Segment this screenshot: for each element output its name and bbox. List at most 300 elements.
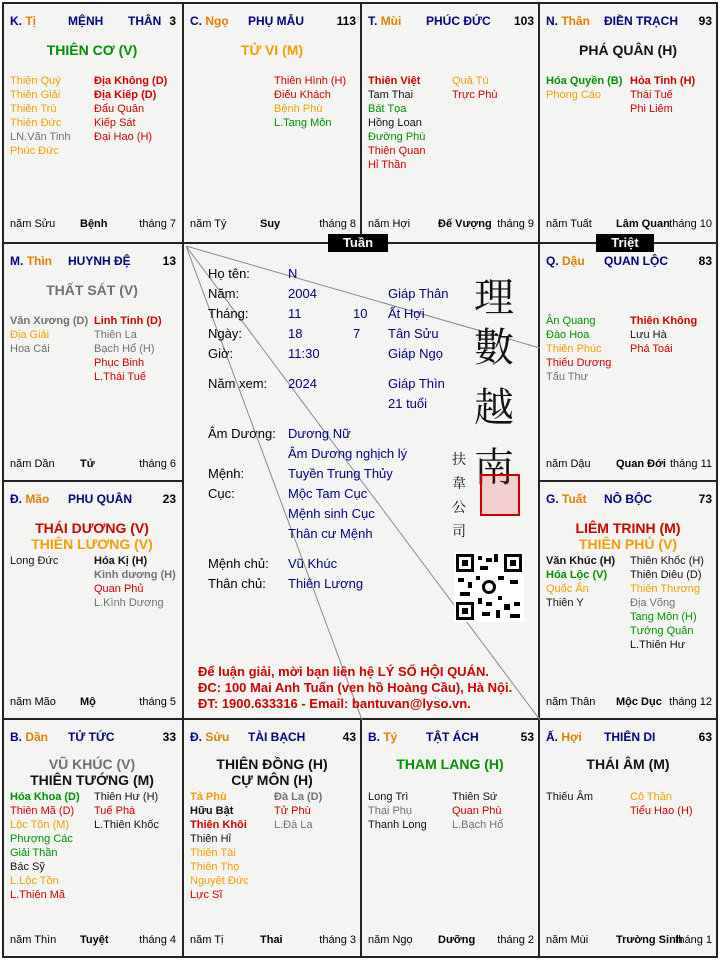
triet-marker: Triệt xyxy=(596,234,654,252)
palace-number: 113 xyxy=(336,14,356,28)
center-panel xyxy=(186,246,540,720)
palace-number: 23 xyxy=(162,492,176,506)
life-stage: Mộc Dục xyxy=(616,696,662,708)
palace-cell-hoi xyxy=(540,720,716,956)
minor-star: Thiên Phúc xyxy=(546,343,602,355)
minor-star: Quan Phủ xyxy=(94,583,144,595)
palace-header xyxy=(10,730,176,744)
minor-star: Tuế Phá xyxy=(94,805,136,817)
palace-footer xyxy=(546,218,712,232)
minor-star: Long Đức xyxy=(10,555,59,567)
minor-stars-right xyxy=(94,74,178,158)
earthly-branch: Hợi xyxy=(561,730,582,744)
cuc-note2: Thân cư Mệnh xyxy=(288,526,373,541)
minor-star: Linh Tinh (D) xyxy=(94,315,162,327)
view-year-value: 2024 xyxy=(288,376,317,391)
minor-star: Phượng Các xyxy=(10,833,73,845)
limit-year: năm Mùi xyxy=(546,934,589,946)
minor-stars-right xyxy=(630,790,714,818)
destiny-label: Mệnh: xyxy=(208,466,245,481)
palace-header xyxy=(190,14,356,28)
minor-star: L.Thiên Mã xyxy=(10,889,66,901)
minor-star: Thiên Quan xyxy=(368,145,426,157)
palace-name: PHỤ MẪU xyxy=(248,14,304,28)
minor-star: Thiên Khốc (H) xyxy=(630,555,704,567)
minor-star: Bạch Hổ (H) xyxy=(94,343,155,355)
palace-footer xyxy=(10,458,176,472)
palace-name: THIÊN DI xyxy=(604,730,656,744)
yinyang-note: Âm Dương nghịch lý xyxy=(288,446,408,461)
minor-star: Tấu Thư xyxy=(546,371,589,383)
minor-stars xyxy=(546,314,714,384)
brand-char: 數 xyxy=(474,325,514,371)
minor-star: Phục Binh xyxy=(94,357,145,369)
month-can: Ất Hợi xyxy=(388,306,425,321)
destiny-lord-value: Vũ Khúc xyxy=(288,556,338,571)
day-can: Tân Sửu xyxy=(388,326,439,341)
minor-star: Tử Phù xyxy=(274,805,311,817)
minor-star: Hồng Loan xyxy=(368,117,422,129)
life-stage: Mộ xyxy=(80,696,96,708)
major-stars xyxy=(540,520,716,552)
minor-stars-left xyxy=(190,74,274,130)
minor-star: Điếu Khách xyxy=(274,89,331,101)
palace-cell-tuat xyxy=(540,482,716,718)
palace-name: ĐIỀN TRẠCH xyxy=(604,14,678,28)
limit-month: tháng 10 xyxy=(669,218,712,230)
palace-cell-dan xyxy=(4,720,180,956)
tuan-marker: Tuần xyxy=(328,234,388,252)
minor-stars-left xyxy=(10,790,94,902)
minor-star: Văn Khúc (H) xyxy=(546,555,616,567)
palace-cell-mao xyxy=(4,482,180,718)
life-stage: Lâm Quan xyxy=(616,218,670,230)
year-can: Giáp Thân xyxy=(388,286,449,301)
earthly-branch: Sửu xyxy=(205,730,230,744)
limit-month: tháng 9 xyxy=(497,218,534,230)
minor-stars xyxy=(10,314,178,384)
minor-stars-left xyxy=(368,74,452,172)
name-label: Họ tên: xyxy=(208,266,250,281)
limit-year: năm Tị xyxy=(190,934,224,946)
palace-cell-dau xyxy=(540,244,716,480)
minor-star: Thiên Diêu (D) xyxy=(630,569,702,581)
minor-star: L.Kình Dương xyxy=(94,597,164,609)
minor-star: Thiên Thương xyxy=(630,583,701,595)
hour-label: Giờ: xyxy=(208,346,234,361)
minor-stars xyxy=(546,554,714,652)
heavenly-stem: M. xyxy=(10,254,24,268)
minor-star: Thiên Việt xyxy=(368,75,421,87)
palace-header xyxy=(546,254,712,268)
brand-small-char: 公 xyxy=(452,500,466,516)
limit-year: năm Tý xyxy=(190,218,227,230)
minor-star: Thiên Không xyxy=(630,315,698,327)
palace-number: 63 xyxy=(698,730,712,744)
minor-star: Hoa Cái xyxy=(10,343,50,355)
minor-stars-left xyxy=(546,554,630,652)
major-star: TỬ VI (M) xyxy=(240,42,304,58)
limit-month: tháng 7 xyxy=(139,218,176,230)
minor-star: Thiên La xyxy=(94,329,137,341)
limit-month: tháng 1 xyxy=(675,934,712,946)
minor-stars-right xyxy=(94,790,178,902)
minor-star: Lộc Tồn (M) xyxy=(10,819,70,831)
minor-star: Hỏa Tinh (H) xyxy=(630,75,696,87)
minor-star: Lưu Hà xyxy=(630,329,667,341)
palace-number: 83 xyxy=(698,254,712,268)
palace-number: 103 xyxy=(513,14,534,28)
minor-star: Đẩu Quân xyxy=(94,103,145,115)
palace-name: TỬ TỨC xyxy=(68,730,115,744)
minor-stars-right xyxy=(94,314,178,384)
palace-footer xyxy=(190,218,356,232)
limit-year: năm Mão xyxy=(10,696,56,708)
palace-cell-ngo xyxy=(184,4,360,240)
minor-star: L.Lộc Tồn xyxy=(10,875,59,887)
heavenly-stem: Đ. xyxy=(190,730,202,744)
minor-star: Địa Không (D) xyxy=(94,75,168,87)
minor-star: Tả Phù xyxy=(190,791,227,803)
minor-stars-left xyxy=(10,554,94,610)
minor-star: L.Thiên Khốc xyxy=(94,819,159,831)
minor-stars-right xyxy=(94,554,178,610)
palace-footer xyxy=(546,458,712,472)
minor-star: Thanh Long xyxy=(368,819,427,831)
heavenly-stem: N. xyxy=(546,14,558,28)
minor-star: Kiếp Sát xyxy=(94,117,136,129)
minor-star: Hóa Kị (H) xyxy=(94,555,148,567)
heavenly-stem: B. xyxy=(368,730,380,744)
day-value: 18 xyxy=(288,326,303,341)
palace-header xyxy=(546,730,712,744)
palace-cell-ty xyxy=(362,720,538,956)
major-star: THIÊN LƯƠNG (V) xyxy=(31,536,153,552)
cuc-value: Mộc Tam Cục xyxy=(288,486,368,501)
palace-name: NÔ BỘC xyxy=(604,492,652,506)
heavenly-stem: Ấ. xyxy=(546,730,558,744)
minor-star: Thiên Hỉ xyxy=(190,833,231,845)
major-stars xyxy=(4,42,180,58)
brand-char: 越 xyxy=(474,385,514,431)
major-star: THAM LANG (H) xyxy=(396,756,504,772)
minor-stars xyxy=(10,74,178,158)
minor-star: Trực Phù xyxy=(452,89,498,101)
limit-month: tháng 5 xyxy=(139,696,176,708)
palace-name: QUAN LỘC xyxy=(604,254,668,268)
life-stage: Trường Sinh xyxy=(616,934,683,946)
minor-star: Cô Thần xyxy=(630,791,672,803)
life-stage: Quan Đới xyxy=(616,458,666,470)
palace-number: 13 xyxy=(162,254,176,268)
palace-number: 73 xyxy=(698,492,712,506)
minor-star: L.Đà La xyxy=(274,819,313,831)
limit-month: tháng 6 xyxy=(139,458,176,470)
major-star: THIÊN TƯỚNG (M) xyxy=(30,772,154,788)
minor-star: Long Trì xyxy=(368,791,409,803)
earthly-branch: Dậu xyxy=(562,254,585,268)
palace-number: 3 xyxy=(169,14,176,28)
life-stage: Thai xyxy=(260,934,283,946)
brand-small-char: 扶 xyxy=(452,452,466,468)
major-star: CỰ MÔN (H) xyxy=(231,772,313,788)
limit-year: năm Thìn xyxy=(10,934,57,946)
palace-name: TÀI BẠCH xyxy=(248,730,306,744)
major-stars xyxy=(184,756,360,788)
minor-stars-left xyxy=(546,790,630,818)
minor-stars-right xyxy=(274,74,358,130)
minor-star: Thiên Thọ xyxy=(190,861,240,873)
minor-star: Thiên Giải xyxy=(10,89,61,101)
minor-stars-left xyxy=(546,74,630,116)
major-star: THÁI ÂM (M) xyxy=(586,756,670,772)
minor-stars-left xyxy=(10,74,94,158)
major-stars xyxy=(184,42,360,58)
body-lord-label: Thân chủ: xyxy=(208,576,266,591)
heavenly-stem: K. xyxy=(10,14,22,28)
minor-star: Tướng Quân xyxy=(630,625,694,637)
minor-star: Đà La (D) xyxy=(274,791,323,803)
minor-stars-left xyxy=(546,314,630,384)
palace-header xyxy=(546,14,712,28)
minor-star: Bệnh Phù xyxy=(274,103,323,115)
minor-star: Thiên Trù xyxy=(10,103,57,115)
minor-stars-left xyxy=(10,314,94,384)
palace-header xyxy=(190,730,356,744)
minor-star: Đường Phù xyxy=(368,131,426,143)
earthly-branch: Tuất xyxy=(562,492,587,506)
name-value: N xyxy=(288,266,298,281)
limit-month: tháng 11 xyxy=(669,458,712,470)
cuc-label: Cục: xyxy=(208,486,235,501)
palace-number: 53 xyxy=(520,730,534,744)
minor-stars xyxy=(368,74,536,172)
month-value: 11 xyxy=(288,306,302,321)
minor-star: L.Thái Tuế xyxy=(94,371,146,383)
earthly-branch: Dần xyxy=(25,730,49,744)
year-value: 2004 xyxy=(288,286,317,301)
limit-month: tháng 2 xyxy=(497,934,534,946)
minor-stars xyxy=(546,790,714,818)
minor-star: Thiên Quý xyxy=(10,75,61,87)
qr-code-icon[interactable] xyxy=(454,552,524,622)
minor-star: Hóa Quyền (B) xyxy=(546,75,623,87)
view-year-label: Năm xem: xyxy=(208,376,268,391)
major-star: THÁI DƯƠNG (V) xyxy=(35,520,149,536)
palace-header xyxy=(10,492,176,506)
minor-star: Phá Toái xyxy=(630,343,673,355)
major-stars xyxy=(540,756,716,772)
minor-stars-right xyxy=(630,554,714,652)
palace-cell-suu xyxy=(184,720,360,956)
palace-footer xyxy=(368,218,534,232)
contact-line: Để luận giải, mời bạn liên hệ LÝ SỐ HỘI QUÁN. xyxy=(198,664,489,679)
limit-year: năm Ngọ xyxy=(368,934,413,946)
minor-star: Thiên Tài xyxy=(190,847,236,859)
body-lord-value: Thiên Lương xyxy=(288,576,364,591)
minor-stars-right xyxy=(630,314,714,384)
limit-month: tháng 12 xyxy=(669,696,712,708)
major-stars xyxy=(4,282,180,298)
palace-name: MỆNH xyxy=(68,14,104,28)
minor-star: Quan Phù xyxy=(452,805,502,817)
minor-stars xyxy=(190,74,358,130)
palace-cell-mui xyxy=(362,4,538,240)
earthly-branch: Ngọ xyxy=(205,14,229,28)
minor-star: Địa Kiếp (D) xyxy=(94,89,157,101)
palace-header xyxy=(546,492,712,506)
palace-header xyxy=(368,730,534,744)
life-stage: Bệnh xyxy=(80,218,108,230)
brand-char: 南 xyxy=(474,445,514,491)
minor-star: L.Bạch Hổ xyxy=(452,819,504,831)
horoscope-chart xyxy=(2,2,718,958)
earthly-branch: Tị xyxy=(25,14,37,28)
minor-star: Nguyệt Đức xyxy=(190,875,249,887)
earthly-branch: Mão xyxy=(25,492,50,506)
palace-footer xyxy=(546,696,712,710)
limit-month: tháng 8 xyxy=(319,218,356,230)
heavenly-stem: Q. xyxy=(546,254,559,268)
minor-star: Đại Hao (H) xyxy=(94,131,153,143)
minor-star: Thiếu Âm xyxy=(546,791,594,803)
palace-header xyxy=(10,254,176,268)
major-star: THẤT SÁT (V) xyxy=(46,282,138,298)
yinyang-value: Dương Nữ xyxy=(288,426,351,441)
brand-small-char: 韋 xyxy=(452,476,466,492)
minor-stars xyxy=(546,74,714,116)
minor-star: Bác Sỹ xyxy=(10,861,45,873)
earthly-branch: Thân xyxy=(561,14,591,28)
destiny-lord-label: Mệnh chủ: xyxy=(208,556,269,571)
palace-footer xyxy=(546,934,712,948)
major-stars xyxy=(540,42,716,58)
minor-star: Thiên Mã (D) xyxy=(10,805,75,817)
limit-year: năm Hợi xyxy=(368,218,411,230)
heavenly-stem: Đ. xyxy=(10,492,22,506)
palace-footer xyxy=(10,218,176,232)
heavenly-stem: C. xyxy=(190,14,202,28)
minor-star: L.Thiên Hư xyxy=(630,639,686,651)
minor-star: L.Tang Môn xyxy=(274,117,332,129)
major-stars xyxy=(4,520,180,552)
earthly-branch: Mùi xyxy=(380,14,402,28)
limit-year: năm Dần xyxy=(10,458,55,470)
heavenly-stem: T. xyxy=(368,14,378,28)
minor-star: Thai Phụ xyxy=(368,805,413,817)
minor-star: Kình dương (H) xyxy=(94,569,176,581)
minor-stars-left xyxy=(368,790,452,832)
minor-stars-right xyxy=(630,74,714,116)
minor-star: Thiên Đức xyxy=(10,117,62,129)
minor-stars xyxy=(190,790,358,902)
minor-star: Địa Giải xyxy=(10,329,50,341)
minor-star: Tam Thai xyxy=(368,89,414,101)
minor-stars-right xyxy=(452,790,536,832)
age-value: 21 tuổi xyxy=(388,396,428,411)
minor-star: LN.Văn Tinh xyxy=(10,131,71,143)
minor-star: Quốc Ấn xyxy=(546,583,589,595)
palace-header xyxy=(10,14,176,28)
minor-star: Thiên Sứ xyxy=(452,791,498,803)
palace-number: 43 xyxy=(342,730,356,744)
minor-star: Quả Tú xyxy=(452,75,489,87)
minor-star: Giải Thần xyxy=(10,847,58,859)
earthly-branch: Thìn xyxy=(26,254,53,268)
minor-stars xyxy=(10,790,178,902)
minor-star: Phong Cáo xyxy=(546,89,602,101)
minor-star: Ân Quang xyxy=(546,315,596,327)
palace-cell-ti xyxy=(4,4,180,240)
minor-star: Hóa Lộc (V) xyxy=(546,569,608,581)
yinyang-label: Âm Dương: xyxy=(208,426,276,441)
minor-star: Thiên Khôi xyxy=(190,819,247,831)
minor-star: Phúc Đức xyxy=(10,145,59,157)
body-palace-marker: THÂN xyxy=(128,14,162,28)
palace-footer xyxy=(190,934,356,948)
destiny-value: Tuyền Trung Thủy xyxy=(288,466,393,481)
minor-stars-right xyxy=(452,74,536,172)
palace-name: HUYNH ĐỆ xyxy=(68,254,131,268)
palace-number: 93 xyxy=(698,14,712,28)
limit-year: năm Dậu xyxy=(546,458,591,470)
minor-star: Địa Võng xyxy=(630,597,676,609)
minor-star: Phi Liêm xyxy=(630,103,673,115)
palace-cell-than xyxy=(540,4,716,240)
life-stage: Suy xyxy=(260,218,281,230)
life-stage: Dưỡng xyxy=(438,934,476,946)
contact-phone-email[interactable]: ĐT: 1900.633316 - Email: bantuvan@lyso.vn. xyxy=(198,696,471,711)
cuc-note1: Mệnh sinh Cục xyxy=(288,506,375,521)
palace-header xyxy=(368,14,534,28)
month-lunar: 10 xyxy=(353,306,368,321)
major-stars xyxy=(362,756,538,772)
limit-year: năm Thân xyxy=(546,696,596,708)
palace-name: PHÚC ĐỨC xyxy=(426,14,491,28)
life-stage: Tử xyxy=(80,458,95,470)
minor-star: Hóa Khoa (D) xyxy=(10,791,80,803)
day-lunar: 7 xyxy=(353,326,361,341)
major-star: LIÊM TRINH (M) xyxy=(575,520,681,536)
hour-can: Giáp Ngọ xyxy=(388,346,443,361)
life-stage: Tuyệt xyxy=(80,934,109,946)
palace-cell-thin xyxy=(4,244,180,480)
minor-star: Tiểu Hao (H) xyxy=(630,805,693,817)
palace-name: PHU QUÂN xyxy=(68,492,133,506)
minor-star: Hữu Bật xyxy=(190,805,234,817)
minor-star: Thiếu Dương xyxy=(546,357,612,369)
major-star: THIÊN CƠ (V) xyxy=(46,42,138,58)
minor-star: Thiên Hư (H) xyxy=(94,791,159,803)
palace-number: 33 xyxy=(162,730,176,744)
minor-stars-right xyxy=(274,790,358,902)
hour-value: 11:30 xyxy=(288,346,320,361)
red-seal-stamp xyxy=(480,474,520,516)
limit-month: tháng 3 xyxy=(319,934,356,946)
limit-year: năm Tuất xyxy=(546,218,592,230)
limit-year: năm Sửu xyxy=(10,218,56,230)
minor-star: Văn Xương (D) xyxy=(10,315,89,327)
palace-footer xyxy=(10,696,176,710)
limit-month: tháng 4 xyxy=(139,934,176,946)
minor-star: Bát Tọa xyxy=(368,103,407,115)
day-label: Ngày: xyxy=(208,326,242,341)
year-label: Năm: xyxy=(208,286,240,301)
earthly-branch: Tý xyxy=(383,730,398,744)
palace-name: TẬT ÁCH xyxy=(426,730,479,744)
minor-star: Thái Tuế xyxy=(630,89,673,101)
major-star: VŨ KHÚC (V) xyxy=(48,756,136,772)
